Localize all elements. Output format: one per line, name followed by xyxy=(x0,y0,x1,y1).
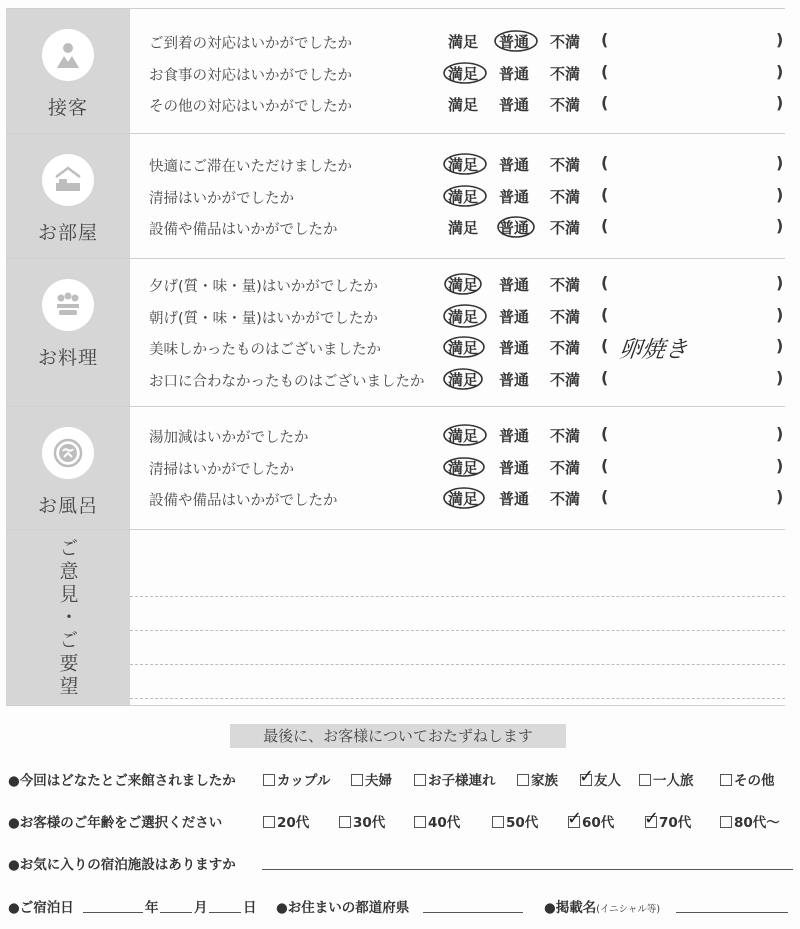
section-label-reception xyxy=(6,9,130,133)
question-text: 設備や備品はいかがでしたか xyxy=(149,222,338,238)
comment-paren-close: ) xyxy=(776,304,784,324)
comment-paren-close: ) xyxy=(776,487,784,506)
checkbox-option[interactable] xyxy=(263,769,330,789)
answer-circle-mark xyxy=(442,272,488,296)
checkbox-label: 一人旅 xyxy=(653,773,694,789)
option-unsatisfied[interactable]: 不満 xyxy=(550,427,581,445)
section-title: ご意見・ご要望 xyxy=(56,538,79,699)
option-normal[interactable]: 普通 xyxy=(499,219,530,237)
checkbox-option[interactable] xyxy=(639,769,694,789)
checkbox-option[interactable] xyxy=(414,811,460,831)
checkbox-option[interactable] xyxy=(517,769,558,789)
comment-paren-close: ) xyxy=(776,367,784,387)
prefecture-field[interactable] xyxy=(423,897,523,913)
checkbox-label: カップル xyxy=(277,773,331,789)
question-label: ●今回はどなたとご来館されましたか xyxy=(8,773,236,789)
option-unsatisfied[interactable]: 不満 xyxy=(550,276,581,294)
comment-paren-close: ) xyxy=(776,93,784,112)
option-normal[interactable]: 普通 xyxy=(499,370,530,389)
comment-paren-open: ( xyxy=(601,336,609,355)
answer-circle-mark xyxy=(493,29,539,53)
option-unsatisfied[interactable]: 不満 xyxy=(550,33,581,51)
option-normal[interactable]: 普通 xyxy=(499,187,530,206)
answer-circle-mark xyxy=(442,486,488,510)
favorite-answer-field[interactable] xyxy=(262,854,793,870)
option-normal[interactable]: 普通 xyxy=(499,458,530,477)
checkbox-label: 50代 xyxy=(506,815,539,831)
comment-paren-close: ) xyxy=(776,336,784,355)
checkbox-label: 30代 xyxy=(353,815,386,831)
question-list xyxy=(130,134,785,258)
question-text: 朝げ(質・味・量)はいかがでしたか xyxy=(149,310,378,327)
question-row xyxy=(149,483,785,515)
food-icon xyxy=(42,279,94,331)
question-text: お食事の対応はいかがでしたか xyxy=(149,67,352,84)
comment-line[interactable] xyxy=(130,563,785,597)
section-bath xyxy=(6,407,785,530)
question-text: 清掃はいかがでしたか xyxy=(149,461,294,478)
checkbox-label: 40代 xyxy=(428,815,461,831)
section-title: 接客 xyxy=(47,97,88,119)
comment-paren-open: ( xyxy=(601,487,609,506)
comment-paren-open: ( xyxy=(601,424,609,443)
comment-paren-close: ) xyxy=(776,153,784,172)
answer-circle-mark xyxy=(442,367,488,391)
option-satisfied[interactable]: 満足 xyxy=(448,427,479,445)
question-label: ●お気に入りの宿泊施設はありますか xyxy=(8,857,236,873)
option-unsatisfied[interactable]: 不満 xyxy=(550,96,581,114)
day-field[interactable] xyxy=(209,897,241,913)
checkbox-label: 60代 xyxy=(582,815,615,831)
question-row xyxy=(149,26,785,58)
question-label: ●お客様のご年齢をご選択ください xyxy=(8,815,223,831)
section-food xyxy=(6,259,785,407)
option-satisfied[interactable]: 満足 xyxy=(448,64,479,83)
year-label: 年 xyxy=(145,900,159,916)
question-list xyxy=(130,407,785,529)
question-row xyxy=(149,181,785,213)
checkbox-option[interactable] xyxy=(339,811,385,831)
option-unsatisfied[interactable]: 不満 xyxy=(550,219,581,237)
section-title: お部屋 xyxy=(37,222,98,244)
option-satisfied[interactable]: 満足 xyxy=(448,339,479,357)
listing-name-note: (イニシャル等) xyxy=(596,904,661,915)
section-title: お料理 xyxy=(37,347,98,369)
checkbox-box[interactable] xyxy=(720,774,732,786)
question-row xyxy=(149,332,785,364)
comment-paren-close: ) xyxy=(776,273,784,292)
option-satisfied[interactable]: 満足 xyxy=(448,370,479,389)
year-field[interactable] xyxy=(83,897,143,913)
question-row xyxy=(149,364,785,396)
comment-paren-close: ) xyxy=(776,455,784,475)
question-list xyxy=(130,9,785,133)
checkbox-label: 20代 xyxy=(277,815,310,831)
comment-paren-open: ( xyxy=(601,184,609,204)
checkbox-box[interactable] xyxy=(414,774,426,786)
checkbox-box[interactable] xyxy=(517,774,529,786)
check-mark-icon: ✓ xyxy=(579,766,595,787)
prefecture-label: ●お住まいの都道府県 xyxy=(276,900,410,916)
answer-circle-mark xyxy=(493,215,539,239)
checkbox-label: 家族 xyxy=(531,773,558,789)
comment-paren-open: ( xyxy=(601,273,609,292)
section-label-bath xyxy=(6,407,130,529)
checkbox-box[interactable] xyxy=(492,816,504,828)
listing-name-field[interactable] xyxy=(676,897,788,913)
listing-name-label xyxy=(544,896,660,916)
option-satisfied[interactable]: 満足 xyxy=(448,219,479,237)
comment-paren-open: ( xyxy=(601,153,609,172)
checkbox-box[interactable] xyxy=(351,774,363,786)
question-text: お口に合わなかったものはございましたか xyxy=(149,373,425,390)
comment-paren-open: ( xyxy=(601,30,609,49)
month-label: 月 xyxy=(194,900,208,916)
option-unsatisfied[interactable]: 不満 xyxy=(550,458,581,477)
comment-paren-open: ( xyxy=(601,61,609,81)
checkbox-box[interactable] xyxy=(579,766,595,787)
question-text: 設備や備品はいかがでしたか xyxy=(149,493,338,509)
option-satisfied[interactable]: 満足 xyxy=(448,96,479,114)
section-room xyxy=(6,134,785,259)
answer-circle-mark xyxy=(442,423,488,447)
option-normal[interactable]: 普通 xyxy=(499,427,530,445)
question-row xyxy=(149,212,785,244)
checkbox-label: 70代 xyxy=(659,815,692,831)
comment-paren-open: ( xyxy=(601,304,609,324)
checkbox-box[interactable] xyxy=(639,774,651,786)
checkbox-label: 友人 xyxy=(594,773,621,789)
comment-paren-close: ) xyxy=(776,61,784,81)
checkbox-option[interactable] xyxy=(579,766,621,789)
reception-icon xyxy=(42,29,94,81)
section-comments xyxy=(6,530,785,706)
room-icon xyxy=(42,154,94,206)
option-satisfied[interactable]: 満足 xyxy=(448,156,479,174)
question-row xyxy=(149,149,785,181)
comment-paren-open: ( xyxy=(601,216,609,235)
question-row xyxy=(149,301,785,333)
option-unsatisfied[interactable]: 不満 xyxy=(550,156,581,174)
question-text: 湯加減はいかがでしたか xyxy=(149,430,309,446)
question-text: その他の対応はいかがでしたか xyxy=(149,99,352,115)
option-normal[interactable]: 普通 xyxy=(499,276,530,294)
option-normal[interactable]: 普通 xyxy=(499,96,530,114)
checkbox-option[interactable] xyxy=(414,769,496,789)
option-normal[interactable]: 普通 xyxy=(499,490,530,508)
section-title: お風呂 xyxy=(37,495,98,517)
checkbox-box[interactable] xyxy=(414,816,426,828)
check-mark-icon: ✓ xyxy=(644,808,660,829)
stay-date-label: ●ご宿泊日 xyxy=(8,900,74,916)
option-satisfied[interactable]: 満足 xyxy=(448,187,479,206)
question-row xyxy=(149,420,785,452)
comment-paren-close: ) xyxy=(776,184,784,204)
question-row xyxy=(149,452,785,484)
option-unsatisfied[interactable]: 不満 xyxy=(550,339,581,357)
comment-area[interactable] xyxy=(130,530,785,705)
answer-circle-mark xyxy=(442,152,488,176)
section-reception xyxy=(6,9,785,134)
comment-line[interactable] xyxy=(130,631,785,665)
checkbox-option[interactable] xyxy=(567,808,615,831)
question-text: 清掃はいかがでしたか xyxy=(149,190,294,207)
comment-line[interactable] xyxy=(130,597,785,631)
checkbox-box[interactable] xyxy=(720,816,732,828)
checkbox-box[interactable] xyxy=(644,808,660,829)
comment-paren-open: ( xyxy=(601,367,609,387)
option-normal[interactable]: 普通 xyxy=(499,307,530,326)
comment-paren-open: ( xyxy=(601,93,609,112)
question-text: 夕げ(質・味・量)はいかがでしたか xyxy=(149,279,378,295)
answer-circle-mark xyxy=(442,61,488,85)
listing-name-text: ●掲載名 xyxy=(544,900,597,916)
option-unsatisfied[interactable]: 不満 xyxy=(550,370,581,389)
answer-circle-mark xyxy=(442,455,488,479)
checkbox-option[interactable] xyxy=(644,808,692,831)
bath-icon xyxy=(42,427,94,479)
handwritten-note: 卵焼き xyxy=(617,337,690,363)
answer-circle-mark xyxy=(442,304,488,328)
option-satisfied[interactable]: 満足 xyxy=(448,490,479,508)
section-label-room xyxy=(6,134,130,258)
closing-banner: 最後に、お客様についておたずねします xyxy=(230,724,566,748)
check-mark-icon: ✓ xyxy=(567,808,583,829)
checkbox-option[interactable] xyxy=(492,811,538,831)
comment-paren-open: ( xyxy=(601,455,609,475)
option-satisfied[interactable]: 満足 xyxy=(448,458,479,477)
checkbox-option[interactable] xyxy=(263,811,309,831)
checkbox-label: その他 xyxy=(734,773,775,789)
option-satisfied[interactable]: 満足 xyxy=(448,276,479,294)
answer-circle-mark xyxy=(442,184,488,208)
option-unsatisfied[interactable]: 不満 xyxy=(550,307,581,326)
question-row xyxy=(149,269,785,301)
question-row xyxy=(149,89,785,121)
comment-paren-close: ) xyxy=(776,216,784,235)
comment-paren-close: ) xyxy=(776,424,784,443)
checkbox-label: 80代〜 xyxy=(734,815,780,831)
option-normal[interactable]: 普通 xyxy=(499,64,530,83)
question-text: ご到着の対応はいかがでしたか xyxy=(149,36,352,52)
option-unsatisfied[interactable]: 不満 xyxy=(550,187,581,206)
day-label: 日 xyxy=(243,900,257,916)
checkbox-label: 夫婦 xyxy=(365,773,392,789)
checkbox-label: お子様連れ xyxy=(428,773,496,789)
option-unsatisfied[interactable]: 不満 xyxy=(550,490,581,508)
option-unsatisfied[interactable]: 不満 xyxy=(550,64,581,83)
checkbox-box[interactable] xyxy=(339,816,351,828)
comment-line[interactable] xyxy=(130,665,785,699)
comment-paren-close: ) xyxy=(776,30,784,49)
checkbox-box[interactable] xyxy=(263,816,275,828)
checkbox-option[interactable] xyxy=(720,811,780,831)
checkbox-option[interactable] xyxy=(351,769,392,789)
option-normal[interactable]: 普通 xyxy=(499,156,530,174)
checkbox-box[interactable] xyxy=(567,808,583,829)
question-text: 美味しかったものはございましたか xyxy=(149,342,381,358)
question-list xyxy=(130,259,785,406)
option-satisfied[interactable]: 満足 xyxy=(448,307,479,326)
section-label-comments xyxy=(6,530,130,705)
option-satisfied[interactable]: 満足 xyxy=(448,33,479,51)
option-normal[interactable]: 普通 xyxy=(499,339,530,357)
checkbox-box[interactable] xyxy=(263,774,275,786)
checkbox-option[interactable] xyxy=(720,769,775,789)
question-text: 快適にご滞在いただけましたか xyxy=(149,159,352,175)
month-field[interactable] xyxy=(160,897,192,913)
question-row xyxy=(149,58,785,90)
option-normal[interactable]: 普通 xyxy=(499,33,530,51)
survey-table xyxy=(6,8,785,706)
section-label-food xyxy=(6,259,130,406)
answer-circle-mark xyxy=(442,335,488,359)
